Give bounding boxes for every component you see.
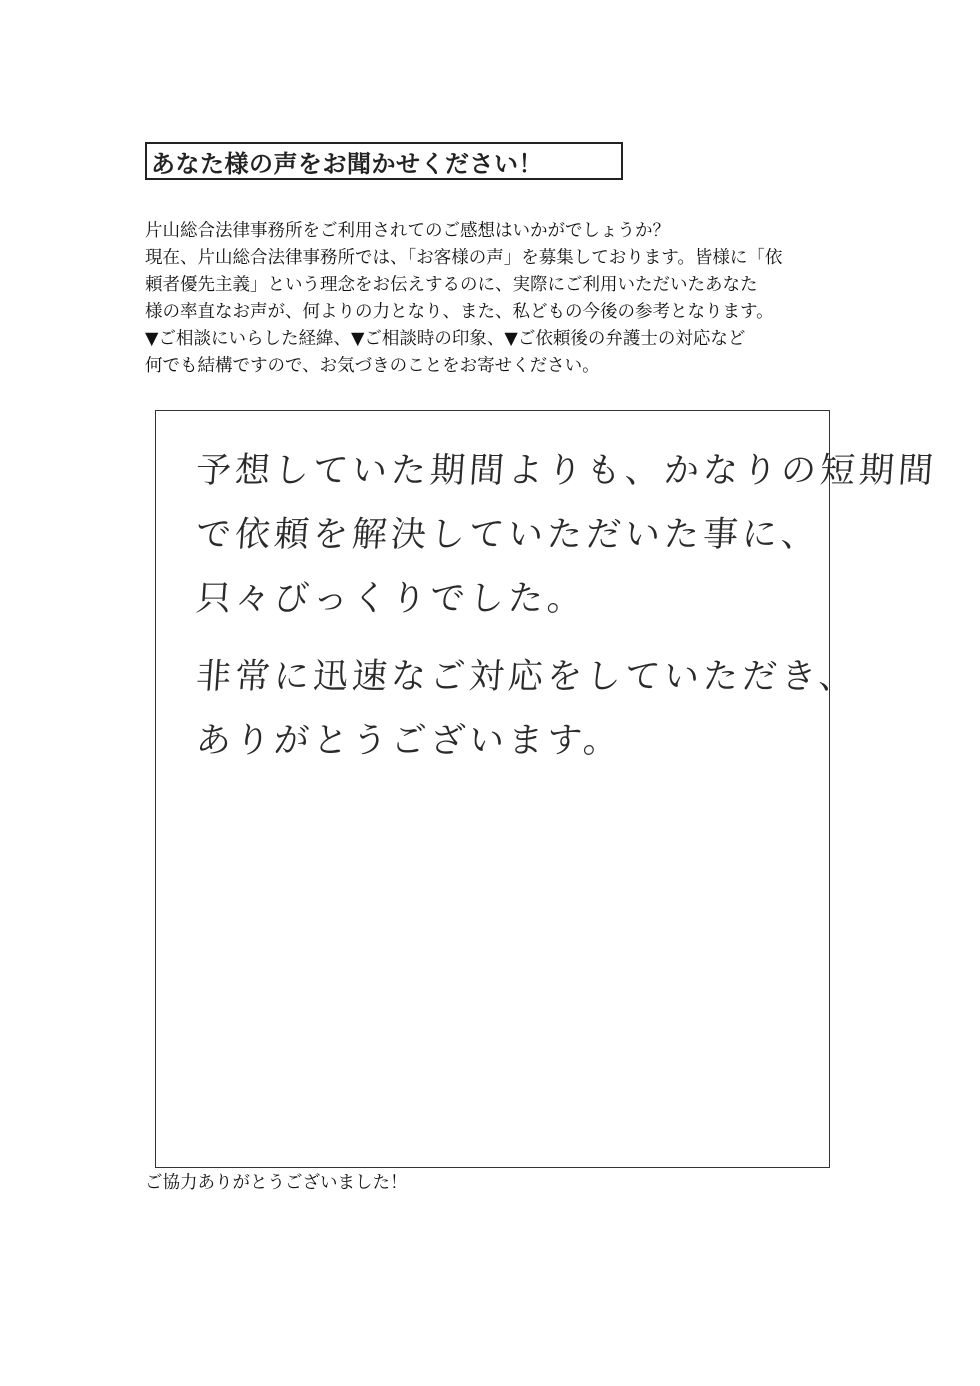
handwritten-comment — [194, 439, 939, 773]
intro-text — [145, 218, 845, 380]
comment-line: ありがとうございます。 — [194, 721, 624, 761]
intro-line: 片山総合法律事務所をご利用されてのご感想はいかがでしょうか？ — [145, 221, 670, 241]
paragraph-gap — [196, 631, 816, 645]
intro-line: 現在、片山総合法律事務所では、「お客様の声」を募集しております。皆様に「依 — [145, 248, 783, 268]
comment-line: 非常に迅速なご対応をしていただき、 — [194, 657, 860, 697]
intro-line: 様の率直なお声が、何よりの力となり、また、私どもの今後の参考となります。 — [145, 302, 774, 322]
comment-line: で依頼を解決していただいた事に、 — [194, 515, 822, 555]
customer-comment-box — [155, 410, 939, 1168]
comment-line: 只々びっくりでした。 — [194, 579, 588, 619]
page-title-box — [145, 142, 623, 180]
intro-line: 頼者優先主義」という理念をお伝えするのに、実際にご利用いただいたあなた — [145, 275, 758, 295]
thanks-message: ご協力ありがとうございました！ — [145, 1173, 408, 1193]
intro-line: 何でも結構ですので、お気づきのことをお寄せください。 — [145, 356, 600, 376]
page-title: あなた様の声をお聞かせください！ — [151, 149, 543, 178]
intro-line: ▼ご相談にいらした経緯、▼ご相談時の印象、▼ご依頼後の弁護士の対応など — [145, 329, 746, 349]
comment-line: 予想していた期間よりも、かなりの短期間 — [194, 451, 939, 491]
